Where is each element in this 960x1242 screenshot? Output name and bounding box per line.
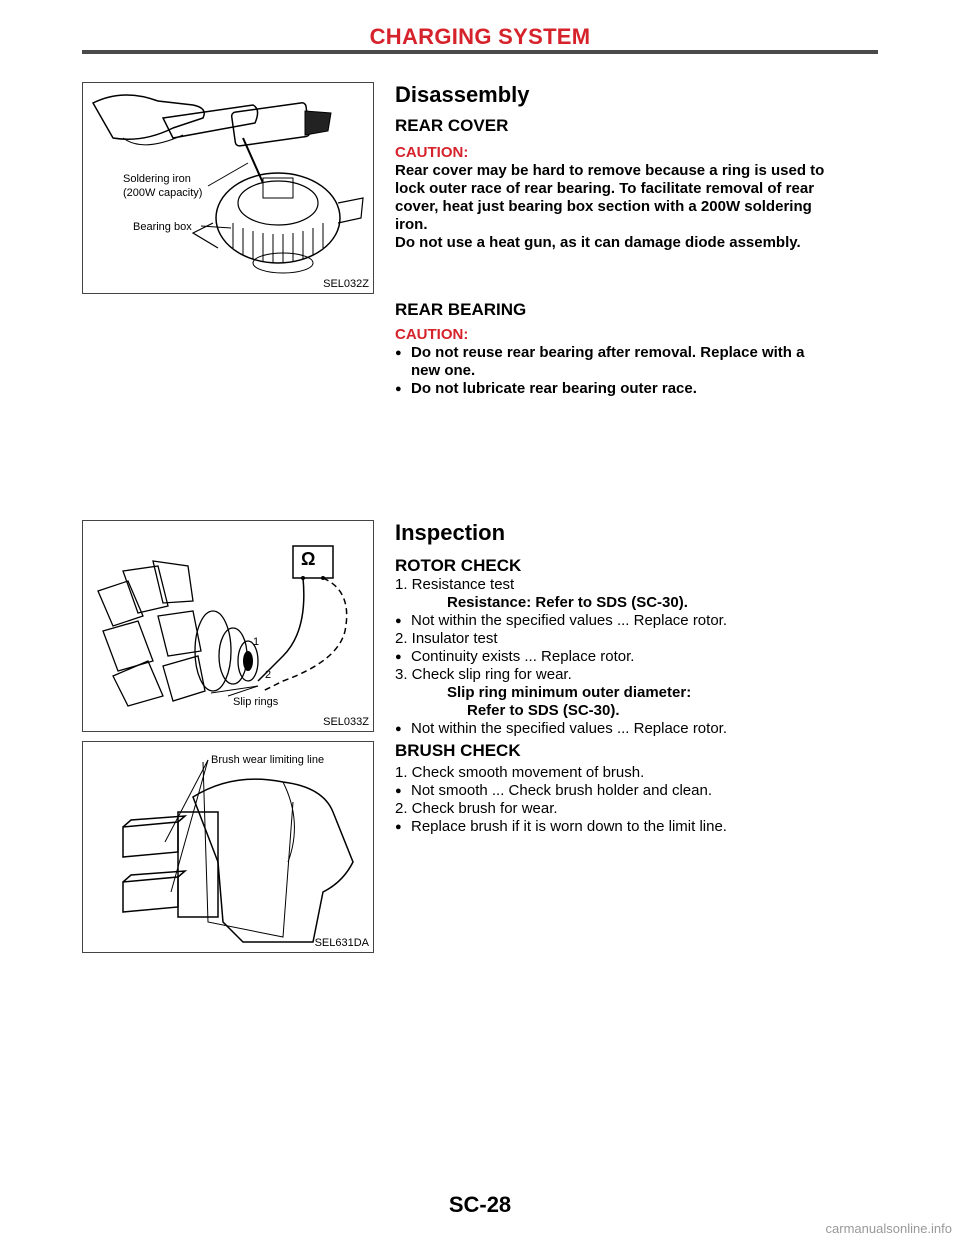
label-probe-2: 2 [265,669,272,681]
text-line: Not smooth ... Check brush holder and clean. [411,782,712,799]
caution-label: CAUTION: [395,326,469,343]
heading-rear-bearing: REAR BEARING [395,300,527,319]
text-line: Rear cover may be hard to remove because a ring is used to [395,162,825,179]
text-line: Do not use a heat gun, as it can damage diode assembly. [395,234,801,251]
bullet-icon: ● [395,347,402,359]
text-line: Do not reuse rear bearing after removal. Replace with a [411,344,805,361]
figure-code: SEL033Z [323,716,369,728]
rotor-illustration [83,521,373,731]
brush-illustration [83,742,373,952]
figure-brush-check [82,741,374,953]
bullet-icon: ● [395,615,402,627]
bullet-icon: ● [395,821,402,833]
list-item [395,720,885,738]
label-bearing-box: Bearing box [133,221,192,233]
text-line: Do not lubricate rear bearing outer race. [411,380,697,397]
page-header: CHARGING SYSTEM [369,24,591,49]
text-line: 2. Check brush for wear. [395,800,558,817]
brush-check-text [395,764,885,836]
bullet-icon: ● [395,383,402,395]
figure-rotor-check [82,520,374,732]
text-line: Resistance: Refer to SDS (SC-30). [447,594,688,611]
bullet-icon: ● [395,723,402,735]
label-soldering-iron: Soldering iron [123,173,191,185]
text-line: 1. Check smooth movement of brush. [395,764,645,781]
list-item [395,380,885,398]
text-line: 3. Check slip ring for wear. [395,666,572,683]
ohm-icon: Ω [301,549,316,569]
text-line: 1. Resistance test [395,576,515,593]
label-slip-rings: Slip rings [233,696,279,708]
text-line: cover, heat just bearing box section with a 200W soldering [395,198,812,215]
text-line: Slip ring minimum outer diameter: [447,684,692,701]
watermark: carmanualsonline.info [825,1221,952,1236]
list-item [395,648,885,666]
bullet-icon: ● [395,785,402,797]
label-brush-wear-limit: Brush wear limiting line [211,754,325,766]
heading-rotor-check: ROTOR CHECK [395,556,522,575]
figure-soldering-iron [82,82,374,294]
bullet-icon: ● [395,651,402,663]
text-line: Continuity exists ... Replace rotor. [411,648,635,665]
list-item [395,344,885,362]
rear-cover-text [395,162,885,252]
label-capacity: (200W capacity) [123,187,203,199]
figure-code: SEL631DA [314,937,369,949]
section-title-disassembly: Disassembly [395,82,530,107]
text-line: Replace brush if it is worn down to the limit line. [411,818,727,835]
label-probe-1: 1 [253,636,260,648]
caution-label: CAUTION: [395,144,469,161]
list-item [395,612,885,630]
text-line: 2. Insulator test [395,630,498,647]
header-rule [82,50,878,54]
rotor-check-text [395,576,885,738]
page-number: SC-28 [448,1192,512,1217]
text-line: Refer to SDS (SC-30). [467,702,620,719]
list-item [395,818,885,836]
figure-code: SEL032Z [323,278,369,290]
text-line: new one. [411,362,476,379]
text-line: iron. [395,216,428,233]
heading-rear-cover: REAR COVER [395,116,509,135]
text-line: Not within the specified values ... Replace rotor. [411,720,727,737]
list-item [395,782,885,800]
text-line: Not within the specified values ... Replace rotor. [411,612,727,629]
text-line: lock outer race of rear bearing. To facilitate removal of rear [395,180,815,197]
list-item-continuation [395,362,885,380]
heading-brush-check: BRUSH CHECK [395,741,521,760]
section-title-inspection: Inspection [395,520,506,545]
rear-bearing-text [395,344,885,398]
